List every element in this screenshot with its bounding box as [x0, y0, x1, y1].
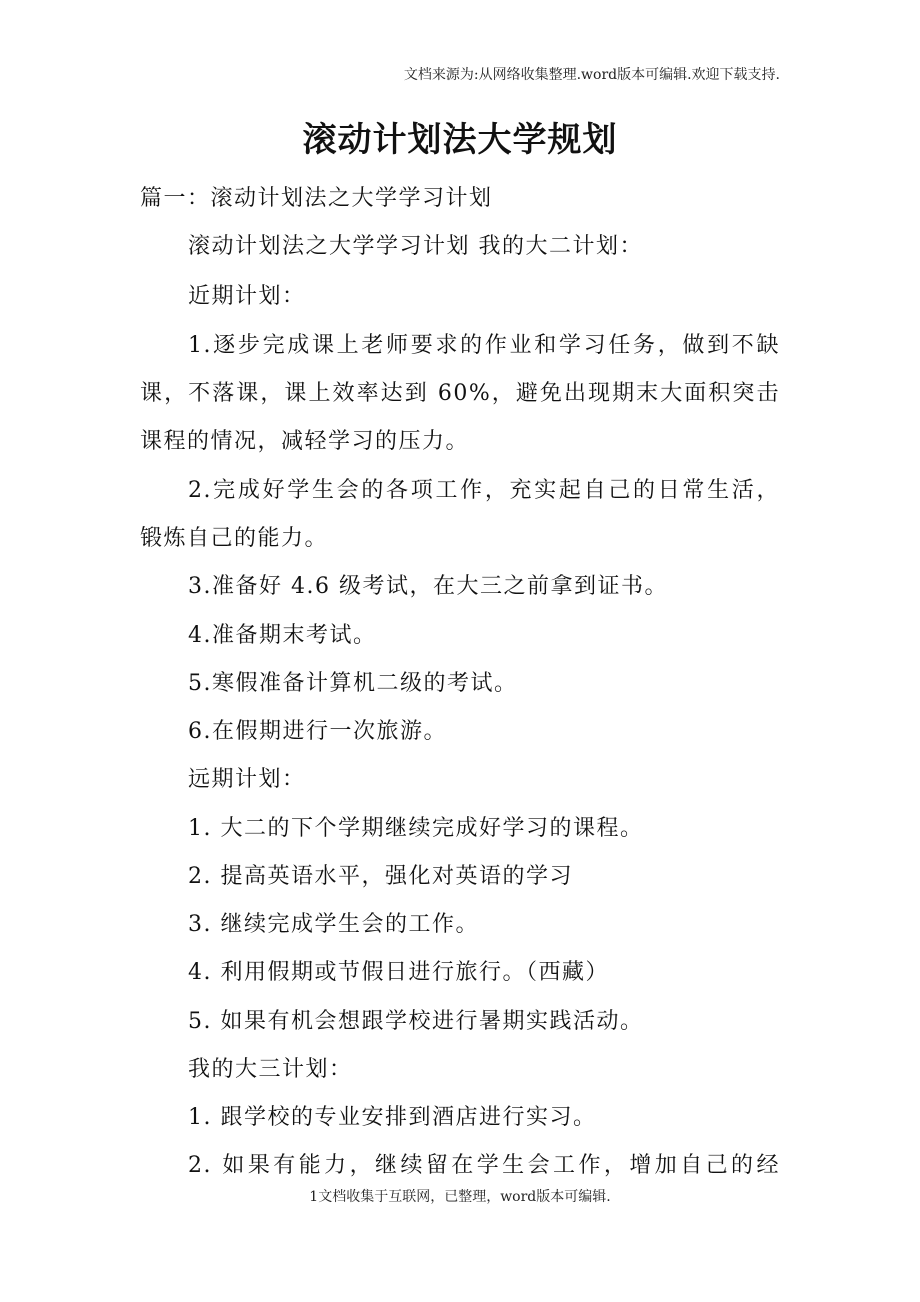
long-term-item: 4. 利用假期或节假日进行旅行。（西藏） — [188, 960, 609, 985]
near-term-item-1-line-2: 课，不落课，课上效率达到 60%，避免出现期末大面积突击 — [140, 381, 780, 406]
near-term-heading: 近期计划： — [188, 284, 306, 309]
near-term-item-3: 3.准备好 4.6 级考试，在大三之前拿到证书。 — [188, 574, 668, 599]
near-term-item-5: 5.寒假准备计算机二级的考试。 — [188, 671, 518, 696]
page-title: 滚动计划法大学规划 — [302, 120, 618, 160]
near-term-item-1-line-3: 课程的情况，减轻学习的压力。 — [140, 429, 470, 454]
long-term-item: 5. 如果有机会想跟学校进行暑期实践活动。 — [188, 1009, 644, 1034]
footer-note: 1文档收集于互联网，已整理，word版本可编辑. — [309, 1189, 611, 1205]
long-term-item: 2. 提高英语水平，强化对英语的学习 — [188, 864, 573, 889]
long-term-item: 3. 继续完成学生会的工作。 — [188, 912, 479, 937]
long-term-item: 1. 大二的下个学期继续完成好学习的课程。 — [188, 816, 644, 841]
near-term-item-2-line-1: 2.完成好学生会的各项工作，充实起自己的日常生活， — [188, 478, 780, 503]
intro-paragraph: 滚动计划法之大学学习计划 我的大二计划： — [188, 234, 643, 259]
junior-year-item-2-line-1: 2. 如果有能力，继续留在学生会工作，增加自己的经 — [188, 1153, 780, 1178]
near-term-item-1-line-1: 1.逐步完成课上老师要求的作业和学习任务，做到不缺 — [188, 333, 780, 358]
header-note: 文档来源为:从网络收集整理.word版本可编辑.欢迎下载支持. — [403, 67, 780, 83]
near-term-item-4: 4.准备期末考试。 — [188, 623, 377, 648]
near-term-item-6: 6.在假期进行一次旅游。 — [188, 719, 447, 744]
junior-year-item-1: 1. 跟学校的专业安排到酒店进行实习。 — [188, 1105, 597, 1130]
near-term-item-2-line-2: 锻炼自己的能力。 — [140, 526, 329, 551]
section-heading: 篇一：滚动计划法之大学学习计划 — [140, 186, 493, 211]
junior-year-heading: 我的大三计划： — [188, 1057, 353, 1082]
long-term-heading: 远期计划： — [188, 767, 306, 792]
